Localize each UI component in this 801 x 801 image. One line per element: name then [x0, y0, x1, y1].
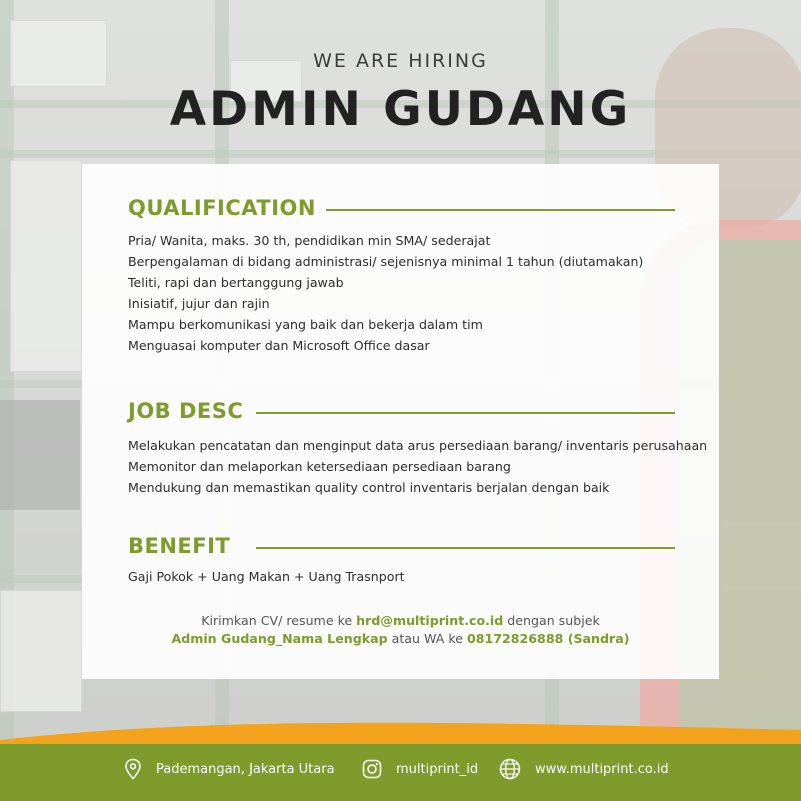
list-item: Inisiatif, jujur dan rajin — [128, 296, 270, 311]
qualification-list — [128, 230, 643, 356]
instagram-handle[interactable]: multiprint_id — [396, 761, 479, 777]
globe-icon — [499, 758, 521, 780]
email-link[interactable]: hrd@multiprint.co.id — [356, 613, 504, 628]
list-item: Berpengalaman di bidang administrasi/ sejenisnya minimal 1 tahun (diutamakan) — [128, 254, 644, 269]
footer-location — [124, 758, 335, 780]
job-desc-list — [128, 435, 707, 498]
list-item: Teliti, rapi dan bertanggung jawab — [128, 275, 344, 290]
qualification-title: QUALIFICATION — [128, 196, 316, 220]
job-card — [82, 164, 719, 679]
phone-link[interactable]: 08172826888 (Sandra) — [466, 631, 630, 646]
cta-mid: atau WA ke — [387, 631, 467, 646]
cta-prefix: Kirimkan CV/ resume ke — [201, 613, 357, 628]
email-subject: Admin Gudang_Nama Lengkap — [171, 631, 388, 646]
list-item: Pria/ Wanita, maks. 30 th, pendidikan min SMA/ sederajat — [128, 233, 491, 248]
job-desc-title: JOB DESC — [128, 399, 244, 423]
benefit-list — [128, 566, 405, 587]
list-item: Gaji Pokok + Uang Makan + Uang Trasnport — [128, 569, 405, 584]
list-item: Mampu berkomunikasi yang baik dan bekerja dalam tim — [128, 317, 483, 332]
footer-website[interactable] — [499, 758, 669, 780]
website-url[interactable]: www.multiprint.co.id — [535, 761, 669, 777]
cta-line-1 — [82, 613, 719, 628]
instagram-icon — [362, 759, 382, 779]
list-item: Mendukung dan memastikan quality control inventaris berjalan dengan baik — [128, 480, 610, 495]
benefit-title: BENEFIT — [128, 534, 231, 558]
list-item: Memonitor dan melaporkan ketersediaan persediaan barang — [128, 459, 511, 474]
list-item: Menguasai komputer dan Microsoft Office dasar — [128, 338, 430, 353]
benefit-divider — [256, 547, 675, 549]
page-title: ADMIN GUDANG — [169, 82, 632, 137]
cta-line-2 — [82, 631, 719, 646]
list-item: Melakukan pencatatan dan menginput data arus persediaan barang/ inventaris perusahaan — [128, 438, 708, 453]
location-text: Pademangan, Jakarta Utara — [156, 761, 335, 777]
cta-suffix: dengan subjek — [503, 613, 600, 628]
job-desc-divider — [256, 412, 675, 414]
map-pin-icon — [124, 758, 142, 780]
qualification-divider — [326, 209, 675, 211]
header-subtitle: WE ARE HIRING — [313, 50, 488, 72]
footer-instagram[interactable] — [362, 758, 478, 780]
